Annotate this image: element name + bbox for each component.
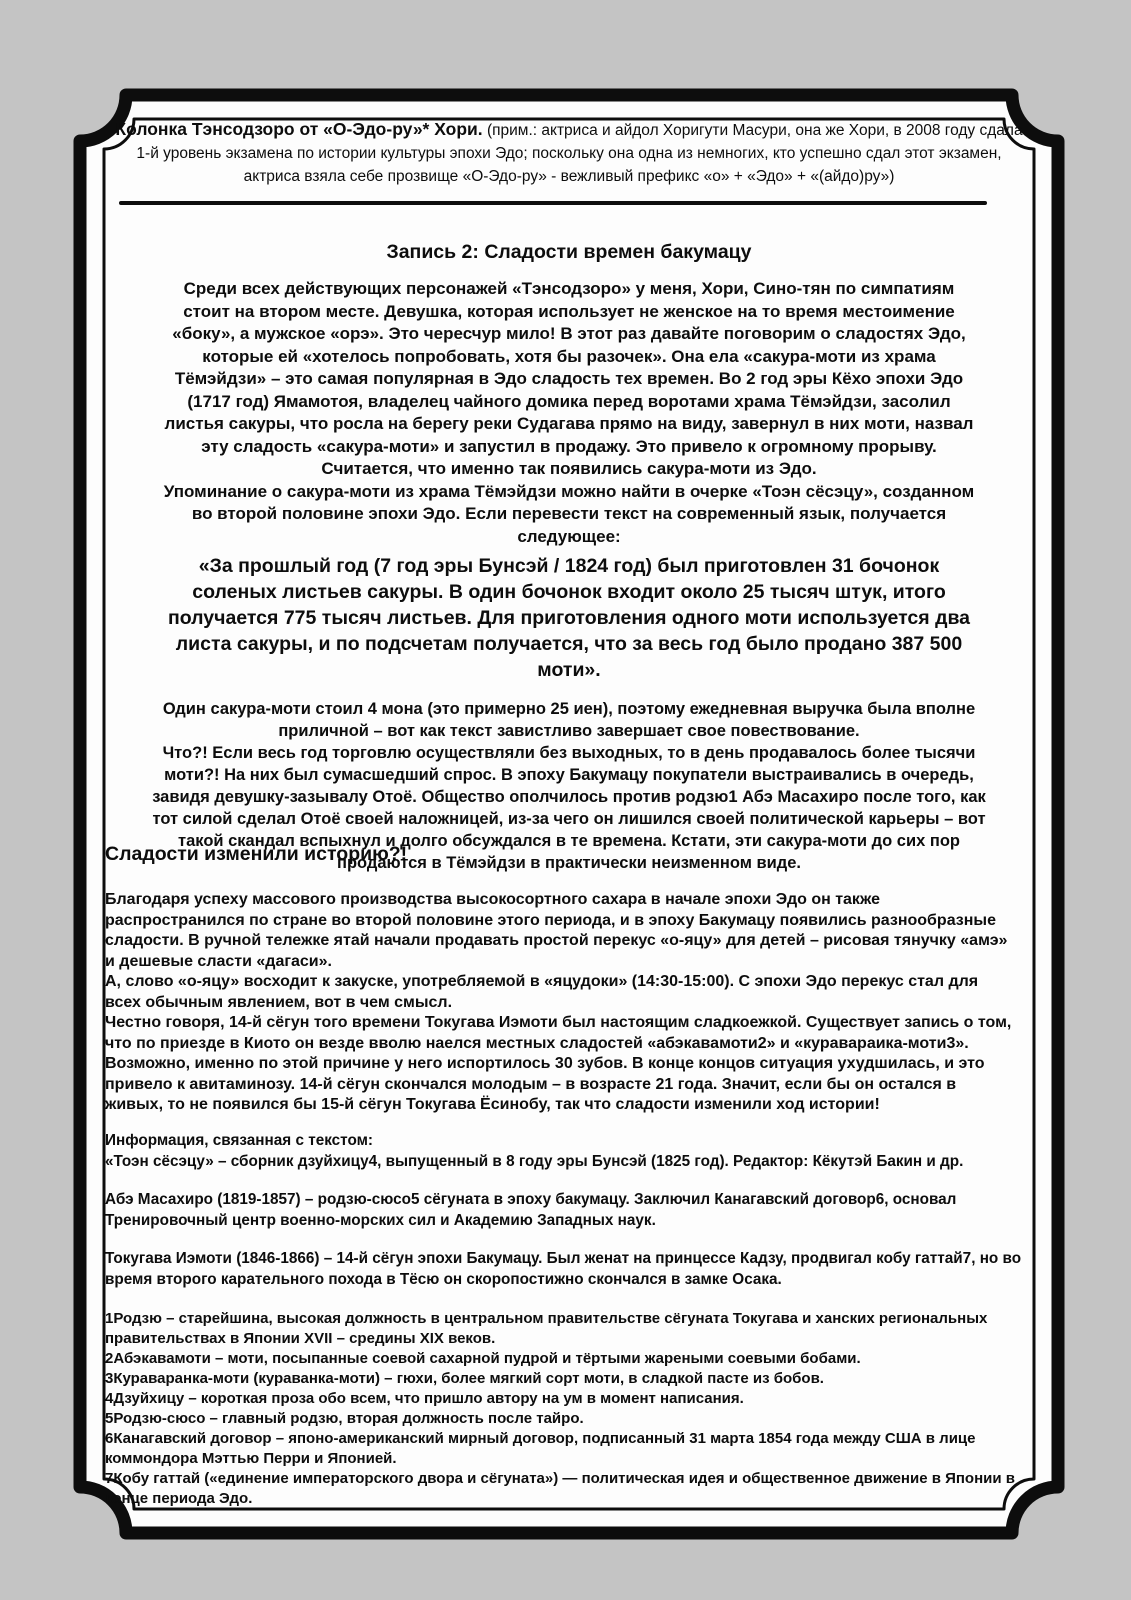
quoted-source-text: «За прошлый год (7 год эры Бунсэй / 1824 год) был приготовлен 31 бочонок соленых листьев сакуры. В один бочонок входит около 25 тысяч штук, итого получается 775 тысяч листьев. Для приготовления одного моти используется два листа сакуры, и по подсчетам получается, что за весь год было продано 387 500 моти».: [167, 555, 971, 681]
related-info-item: Токугава Иэмоти (1846-1866) – 14-й сёгун эпохи Бакумацу. Был женат на принцессе Кадзу, продвигал кобу гаттай7, но во время второго карательного похода в Тёсю он скоропостижно скончался в замке Осака.: [105, 1249, 1022, 1288]
footnote: 1Родзю – старейшина, высокая должность в центральном правительстве сёгуната Токугава и ханских региональных правительствах в Японии XVII – средины XIX веков.: [105, 1309, 988, 1347]
footnote: 4Дзуйхицу – короткая проза обо всем, что пришло автору на ум в момент написания.: [105, 1389, 744, 1407]
related-info-intro: Информация, связанная с текстом:: [105, 1131, 374, 1149]
document-content: [73, 88, 1065, 1540]
footnotes: [105, 1309, 1030, 1509]
section-paragraph: Благодаря успеху массового производства высокосортного сахара в начале эпохи Эдо он также распространился по стране во второй половине этого периода, и в эпоху Бакумацу появились разнообразные сладости. В ручной тележке ятай начали продавать простой перекус «о-яцу» для детей – рисовая тянучку «амэ» и дешевые сласти «дагаси».: [105, 891, 1008, 970]
entry-paragraph: Упоминание о сакура-моти из храма Тёмэйдзи можно найти в очерке «Тоэн сёсэцу», созданном во второй половине эпохи Эдо. Если перевести текст на современный язык, получается следующее:: [163, 481, 975, 546]
footnote: 3Кураваранка-моти (кураванка-моти) – гюхи, более мягкий сорт моти, в сладкой пасте из бобов.: [105, 1369, 824, 1387]
section-paragraph: А, слово «о-яцу» восходит к закуске, употребляемой в «яцудоки» (14:30-15:00). С эпохи Эдо перекус стал для всех обычным явлением, вот в чем смысл.: [105, 973, 979, 1011]
document-frame: [73, 88, 1065, 1540]
entry-paragraph: Среди всех действующих персонажей «Тэнсодзоро» у меня, Хори, Сино-тян по симпатиям стоит на втором месте. Девушка, которая использует не женское на то время местоимение «боку», а мужское «орэ». Это чересчур мило! В этот раз давайте поговорим о сладостях Эдо, которые ей «хотелось попробовать, хотя бы разочек». Она ела «сакура-моти из храма Тёмэйдзи» – это самая популярная в Эдо сладость тех времен. Во 2 год эры Кёхо эпохи Эдо (1717 год) Ямамотоя, владелец чайного домика перед воротами храма Тёмэйдзи, засолил листья сакуры, что росла на берегу реки Судагава прямо на виду, завернул в них моти, назвал эту сладость «сакура-моти» и запустил в продажу. Это привело к огромному прорыву.: [164, 279, 974, 456]
related-info-item: «Тоэн сёсэцу» – сборник дзуйхицу4, выпущенный в 8 году эры Бунсэй (1825 год). Редактор: Кёкутэй Бакин и др.: [105, 1152, 964, 1170]
entry-title: Запись 2: Сладости времен бакумацу: [386, 241, 752, 263]
divider-rule: [119, 201, 987, 205]
entry-paragraph: Считается, что именно так появились сакура-моти из Эдо.: [321, 459, 817, 478]
section-body: [105, 890, 1017, 1116]
entry-body: [159, 278, 979, 548]
entry-paragraph: Один сакура-моти стоил 4 мона (это примерно 25 иен), поэтому ежедневная выручка была вполне приличной – вот как текст завистливо завершает свое повествование.: [162, 700, 976, 740]
footnote: 5Родзю-сюсо – главный родзю, вторая должность после тайро.: [105, 1409, 584, 1427]
entry-paragraph: Что?! Если весь год торговлю осуществляли без выходных, то в день продавалось более тысячи моти?! На них был сумасшедший спрос. В эпоху Бакумацу покупатели выстраивались в очередь, завидя девушку-зазывалу Отоё. Общество ополчилось против родзю1 Абэ Масахиро после того, как тот силой сделал Отоё своей наложницей, из-за чего он лишился своей политической карьеры – вот такой скандал вспыхнул и долго обсуждался в те времена. Кстати, эти сакура-моти до сих пор продаются в Тёмэйдзи в практически неизменном виде.: [152, 744, 986, 872]
related-info: [105, 1130, 1030, 1290]
section-heading: Сладости изменили историю?!: [105, 843, 408, 865]
lower-section: [105, 843, 1039, 1509]
footnote: 2Абэкавамоти – моти, посыпанные соевой сахарной пудрой и тёртыми жареными соевыми бобами.: [105, 1349, 861, 1367]
footnote: 6Канагавский договор – японо-американский мирный договор, подписанный 31 марта 1854 года между США в лице коммондора Мэттью Перри и Японией.: [105, 1429, 976, 1467]
masthead: [113, 118, 1025, 188]
related-info-item: Абэ Масахиро (1819-1857) – родзю-сюсо5 сёгуната в эпоху бакумацу. Заключил Канагавский договор6, основал Тренировочный центр военно-морских сил и Академию Западных наук.: [105, 1190, 957, 1229]
masthead-title: Колонка Тэнсодзоро от «О-Эдо-ру»* Хори.: [115, 119, 483, 139]
section-paragraph: Честно говоря, 14-й сёгун того времени Токугава Иэмоти был настоящим сладкоежкой. Существует запись о том, что по приезде в Киото он везде вволю наелся местных сладостей «абэкавамоти2» и «куравараика-моти3». Возможно, именно по этой причине у него испортилось 30 зубов. В конце концов ситуация ухудшилась, и это привело к авитаминозу. 14-й сёгун скончался молодым – в возрасте 21 года. Значит, если бы он остался в живых, то не появился бы 15-й сёгун Токугава Ёсинобу, так что сладости изменили ход истории!: [105, 1014, 1012, 1113]
footnote: 7Кобу гаттай («единение императорского двора и сёгуната») — политическая идея и общественное движение в Японии в конце периода Эдо.: [105, 1469, 1015, 1507]
masthead-note: (прим.: актриса и айдол Хоригути Масури, она же Хори, в 2008 году сдала 1-й уровень экзамена по истории культуры эпохи Эдо; поскольку она одна из немногих, кто успешно сдал этот экзамен, актриса взяла себе прозвище «О-Эдо-ру» - вежливый префикс «о» + «Эдо» + «(айдо)ру»): [136, 122, 1023, 185]
